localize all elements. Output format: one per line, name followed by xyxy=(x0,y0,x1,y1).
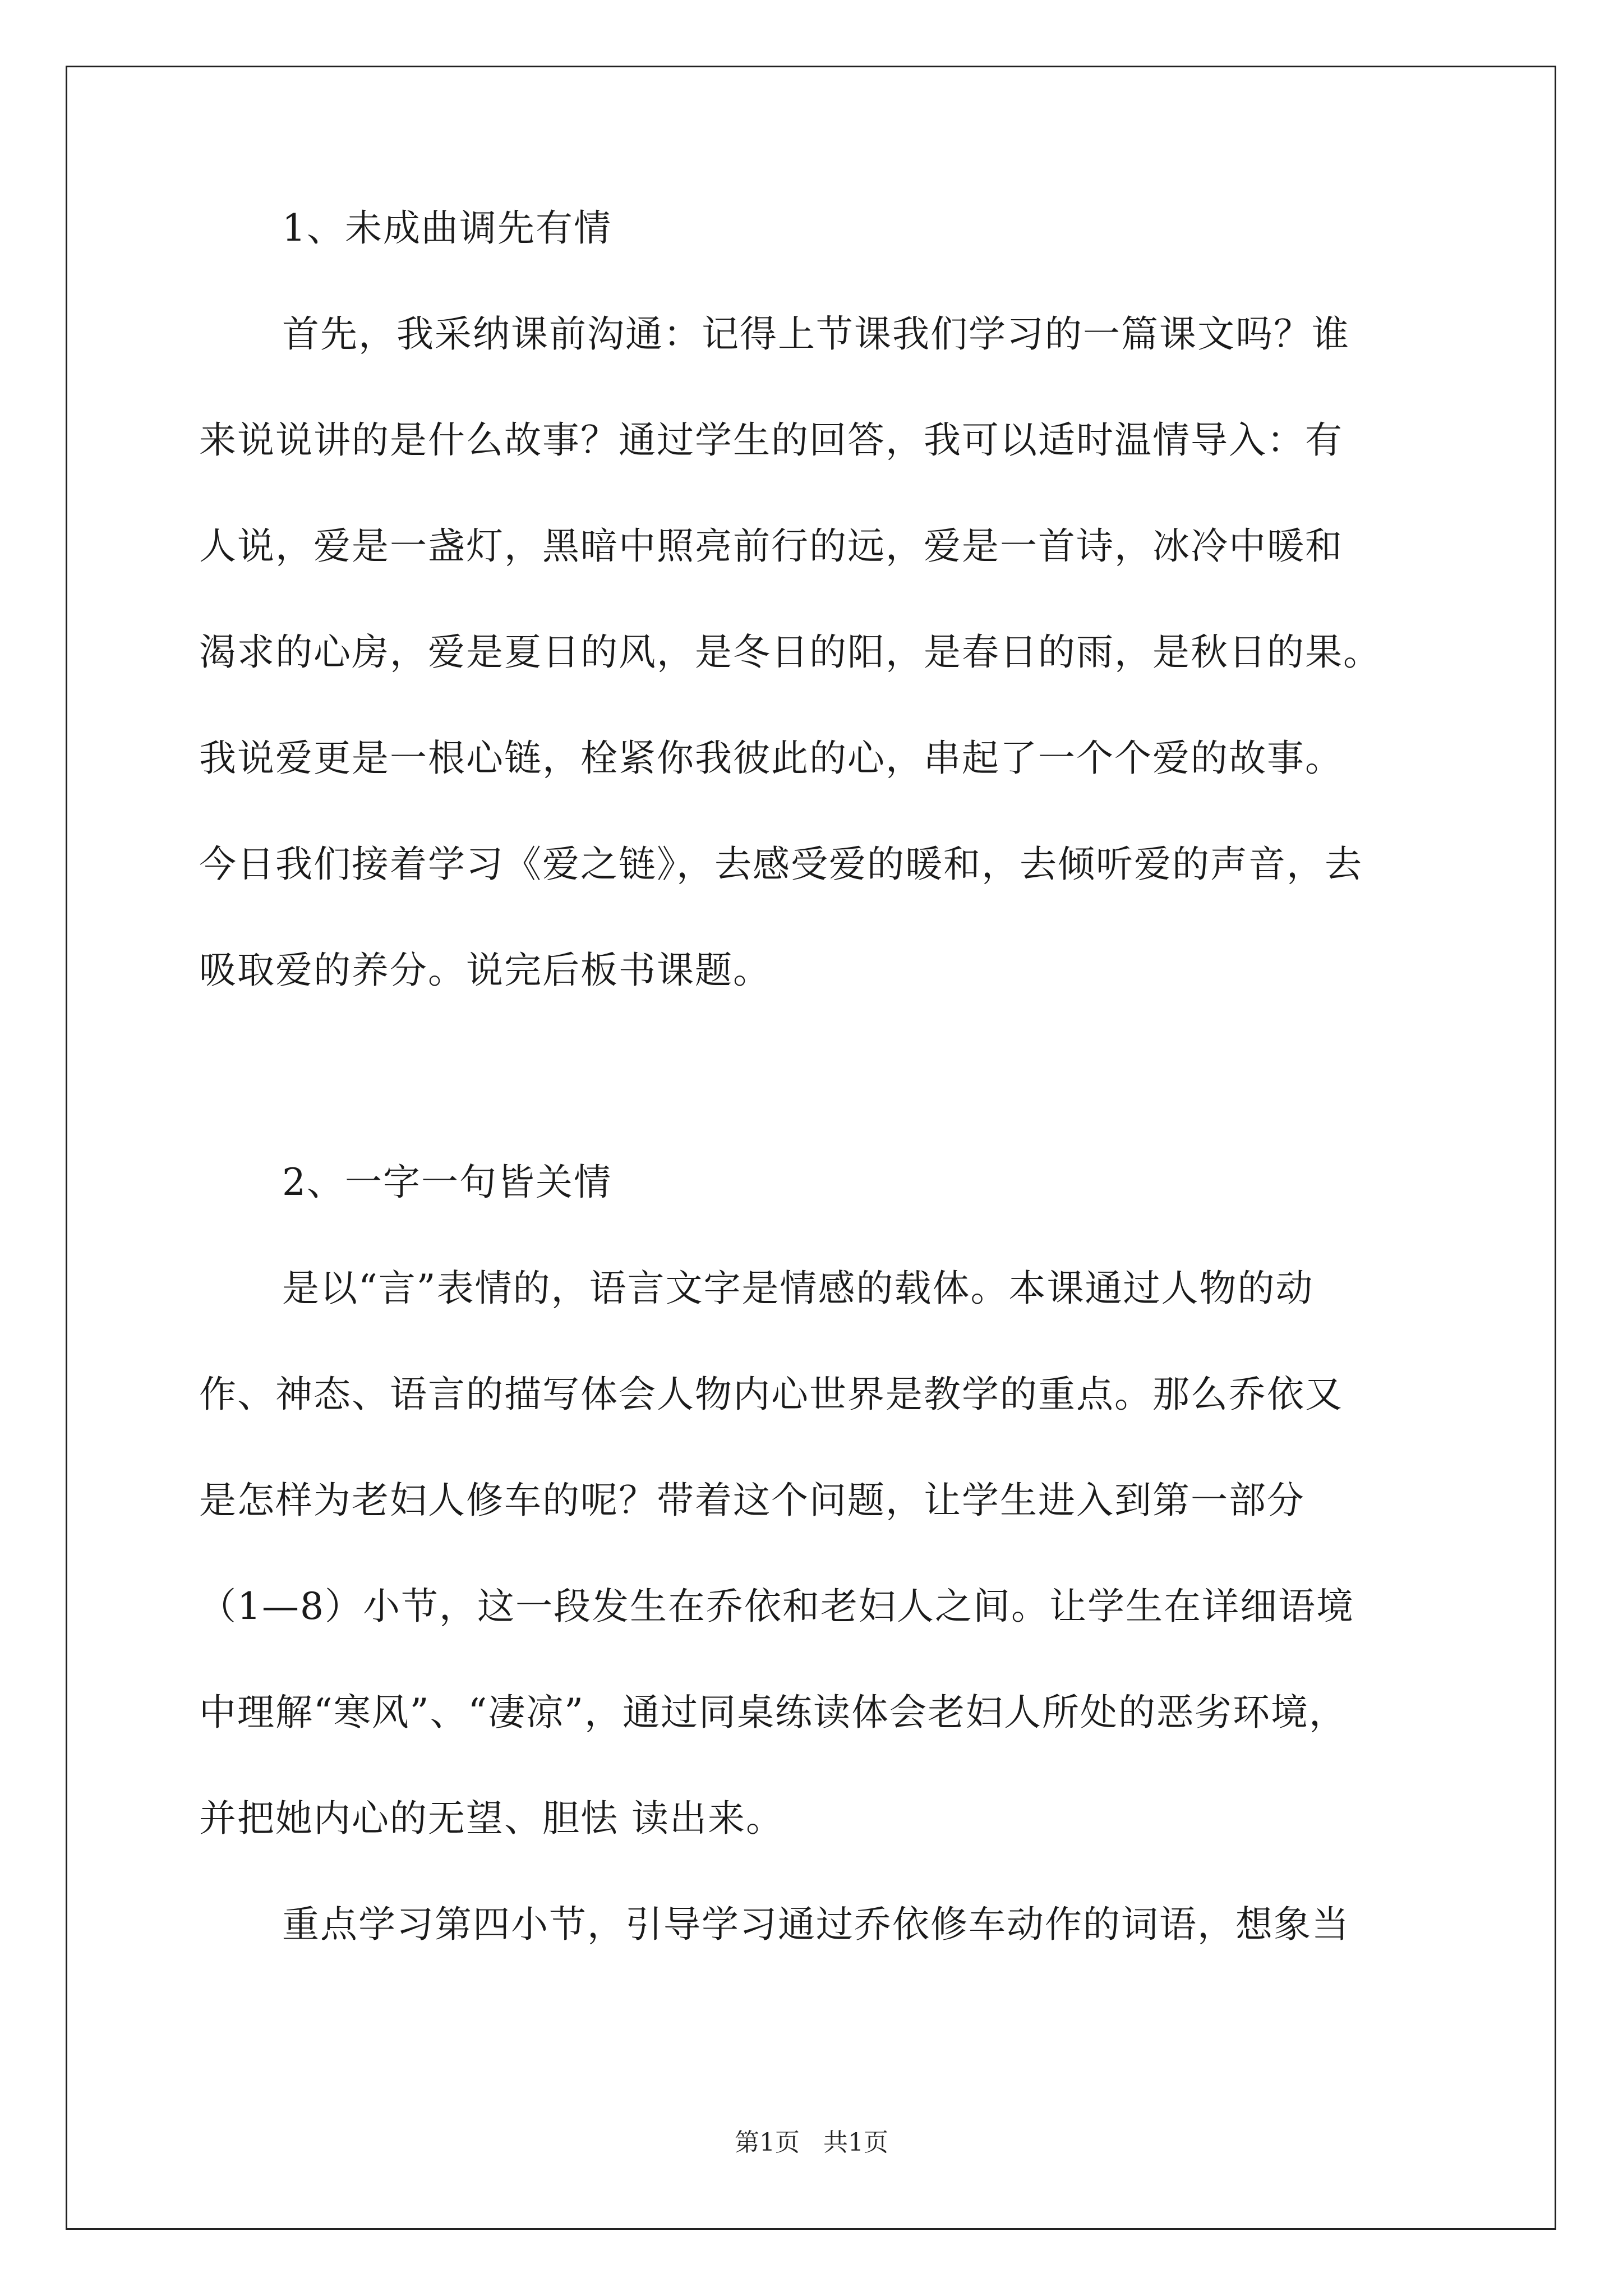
paragraph-line: 并把她内心的无望、胆怯 读出来。 xyxy=(199,1797,784,1840)
paragraph-line: 吸取爱的养分。说完后板书课题。 xyxy=(199,949,771,992)
paragraph-line: 首先，我采纳课前沟通：记得上节课我们学习的一篇课文吗？谁 xyxy=(282,312,1350,356)
paragraph-line: （1—8）小节，这一段发生在乔依和老妇人之间。让学生在详细语境 xyxy=(199,1585,1354,1628)
document-body xyxy=(199,206,1422,1946)
paragraph-line: 是怎样为老妇人修车的呢？带着这个问题，让学生进入到第一部分 xyxy=(199,1479,1305,1522)
section-heading-2: 2、一字一句皆关情 xyxy=(282,1161,612,1204)
paragraph-line: 今日我们接着学习《爱之链》，去感受爱的暖和，去倾听爱的声音，去 xyxy=(199,843,1363,886)
paragraph-line: 我说爱更是一根心链，栓紧你我彼此的心，串起了一个个爱的故事。 xyxy=(199,737,1343,780)
section-heading-1: 1、未成曲调先有情 xyxy=(282,206,612,250)
paragraph-line: 中理解“寒风”、“凄凉”，通过同桌练读体会老妇人所处的恶劣环境， xyxy=(199,1691,1347,1734)
paragraph-line: 人说，爱是一盏灯，黑暗中照亮前行的远，爱是一首诗，冰冷中暖和 xyxy=(199,524,1343,568)
page-footer: 第1页 共1页 xyxy=(735,2128,888,2157)
paragraph-line: 渴求的心房，爱是夏日的风，是冬日的阳，是春日的雨，是秋日的果。 xyxy=(199,631,1381,674)
paragraph-line: 作、神态、语言的描写体会人物内心世界是教学的重点。那么乔依又 xyxy=(199,1373,1343,1416)
paragraph-line: 是以“言”表情的，语言文字是情感的载体。本课通过人物的动 xyxy=(282,1267,1314,1310)
paragraph-line: 来说说讲的是什么故事？通过学生的回答，我可以适时温情导入：有 xyxy=(199,418,1343,462)
paragraph-line: 重点学习第四小节，引导学习通过乔依修车动作的词语，想象当 xyxy=(282,1903,1350,1946)
